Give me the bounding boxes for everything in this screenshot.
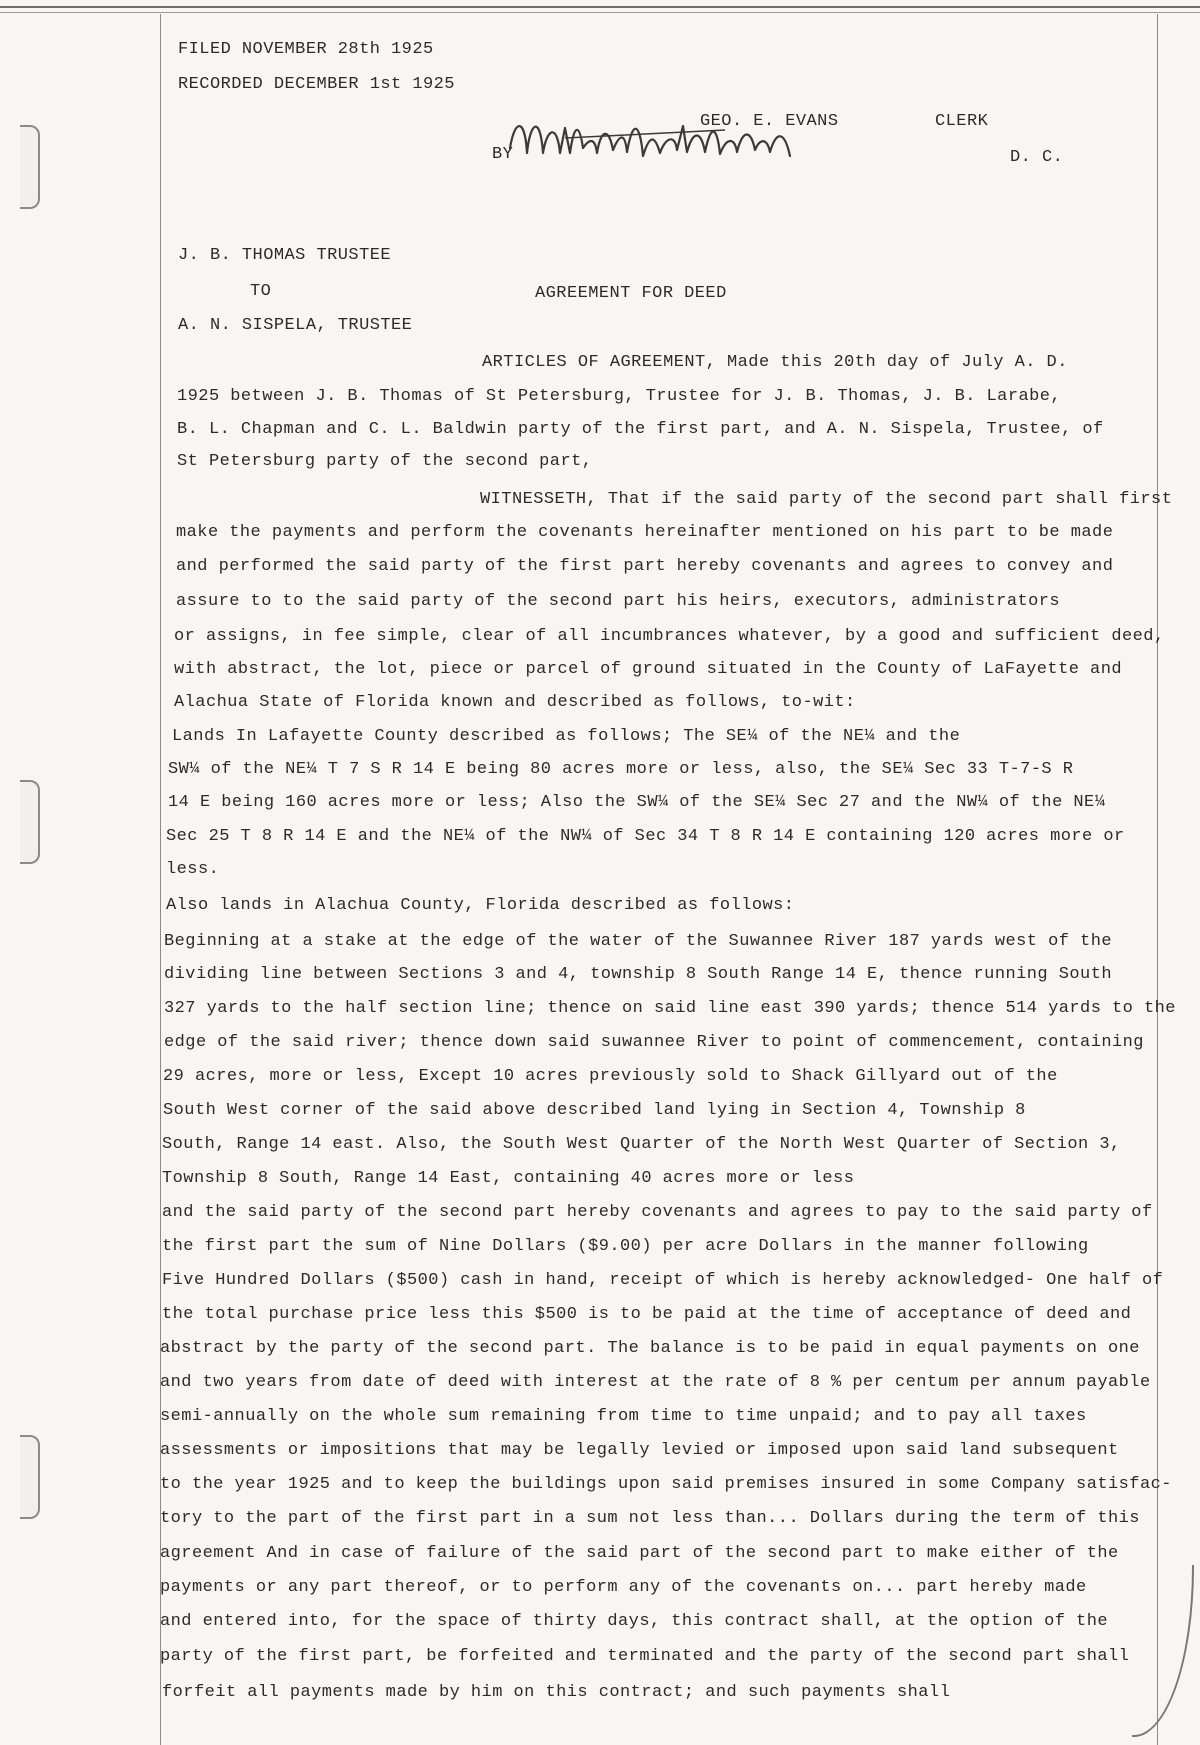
deputy-clerk-label: D. C. xyxy=(1010,148,1064,167)
body-line: forfeit all payments made by him on this contract; and such payments shall xyxy=(162,1683,951,1702)
binder-hole-middle xyxy=(20,780,40,864)
body-line: less. xyxy=(166,860,220,879)
body-line: B. L. Chapman and C. L. Baldwin party of the first part, and A. N. Sispela, Trustee, of xyxy=(177,420,1104,439)
body-line: 1925 between J. B. Thomas of St Petersburg, Trustee for J. B. Thomas, J. B. Larabe, xyxy=(177,387,1062,406)
body-line: 14 E being 160 acres more or less; Also the SW¼ of the SE¼ Sec 27 and the NW¼ of the NE¼ xyxy=(168,793,1106,812)
body-line: party of the first part, be forfeited and terminated and the party of the second part shall xyxy=(160,1647,1130,1666)
body-line: and entered into, for the space of thirty days, this contract shall, at the option of the xyxy=(160,1612,1108,1631)
body-line: ARTICLES OF AGREEMENT, Made this 20th day of July A. D. xyxy=(482,353,1068,372)
body-line: Also lands in Alachua County, Florida described as follows: xyxy=(166,896,795,915)
clerk-signature xyxy=(505,108,845,178)
body-line: WITNESSETH, That if the said party of the second part shall first xyxy=(480,490,1173,509)
body-line: Beginning at a stake at the edge of the water of the Suwannee River 187 yards west of the xyxy=(164,932,1112,951)
body-line: South West corner of the said above described land lying in Section 4, Township 8 xyxy=(163,1101,1026,1120)
body-line: with abstract, the lot, piece or parcel of ground situated in the County of LaFayette and xyxy=(174,660,1122,679)
body-line: make the payments and perform the covenants hereinafter mentioned on his part to be made xyxy=(176,523,1114,542)
body-line: payments or any part thereof, or to perform any of the covenants on... part hereby made xyxy=(160,1578,1087,1597)
body-line: abstract by the party of the second part. The balance is to be paid in equal payments on one xyxy=(160,1339,1140,1358)
clerk-name: GEO. E. EVANS xyxy=(700,112,839,131)
to-label: TO xyxy=(250,282,272,301)
clerk-title: CLERK xyxy=(935,112,989,131)
body-line: semi-annually on the whole sum remaining from time to time unpaid; and to pay all taxes xyxy=(160,1407,1087,1426)
page-curl xyxy=(1132,1565,1194,1737)
body-line: SW¼ of the NE¼ T 7 S R 14 E being 80 acres more or less, also, the SE¼ Sec 33 T-7-S R xyxy=(168,760,1074,779)
body-line: Alachua State of Florida known and described as follows, to-wit: xyxy=(174,693,856,712)
by-label: BY xyxy=(492,145,514,164)
document-title: AGREEMENT FOR DEED xyxy=(535,284,727,303)
body-line: edge of the said river; thence down said suwannee River to point of commencement, containing xyxy=(164,1033,1144,1052)
grantee-name: A. N. SISPELA, TRUSTEE xyxy=(178,316,413,335)
body-line: and two years from date of deed with interest at the rate of 8 % per centum per annum payable xyxy=(160,1373,1151,1392)
body-line: and the said party of the second part hereby covenants and agrees to pay to the said party of xyxy=(162,1203,1153,1222)
grantor-name: J. B. THOMAS TRUSTEE xyxy=(178,246,392,265)
body-line: the total purchase price less this $500 is to be paid at the time of acceptance of deed and xyxy=(162,1305,1132,1324)
filed-date: FILED NOVEMBER 28th 1925 xyxy=(178,40,434,59)
body-line: South, Range 14 east. Also, the South West Quarter of the North West Quarter of Section 3, xyxy=(162,1135,1121,1154)
body-line: to the year 1925 and to keep the buildings upon said premises insured in some Company satisfac- xyxy=(160,1475,1172,1494)
body-line: assessments or impositions that may be legally levied or imposed upon said land subsequent xyxy=(160,1441,1119,1460)
body-line: Lands In Lafayette County described as follows; The SE¼ of the NE¼ and the xyxy=(172,727,961,746)
body-line: or assigns, in fee simple, clear of all incumbrances whatever, by a good and sufficient deed, xyxy=(174,627,1165,646)
body-line: 29 acres, more or less, Except 10 acres previously sold to Shack Gillyard out of the xyxy=(163,1067,1058,1086)
body-line: 327 yards to the half section line; thence on said line east 390 yards; thence 514 yards to the xyxy=(164,999,1176,1018)
top-rule-secondary xyxy=(0,12,1200,13)
body-line: tory to the part of the first part in a sum not less than... Dollars during the term of this xyxy=(160,1509,1140,1528)
body-line: Five Hundred Dollars ($500) cash in hand, receipt of which is hereby acknowledged- One half of xyxy=(162,1271,1164,1290)
top-rule xyxy=(0,6,1200,8)
body-line: St Petersburg party of the second part, xyxy=(177,452,593,471)
body-line: dividing line between Sections 3 and 4, township 8 South Range 14 E, thence running South xyxy=(164,965,1112,984)
recorded-date: RECORDED DECEMBER 1st 1925 xyxy=(178,75,455,94)
body-line: agreement And in case of failure of the said part of the second part to make either of the xyxy=(160,1544,1119,1563)
body-line: Township 8 South, Range 14 East, containing 40 acres more or less xyxy=(162,1169,855,1188)
binder-hole-bottom xyxy=(20,1435,40,1519)
body-line: the first part the sum of Nine Dollars ($9.00) per acre Dollars in the manner following xyxy=(162,1237,1089,1256)
body-line: assure to to the said party of the second part his heirs, executors, administrators xyxy=(176,592,1061,611)
body-line: Sec 25 T 8 R 14 E and the NE¼ of the NW¼ of Sec 34 T 8 R 14 E containing 120 acres more or xyxy=(166,827,1125,846)
body-line: and performed the said party of the first part hereby covenants and agrees to convey and xyxy=(176,557,1114,576)
binder-hole-top xyxy=(20,125,40,209)
